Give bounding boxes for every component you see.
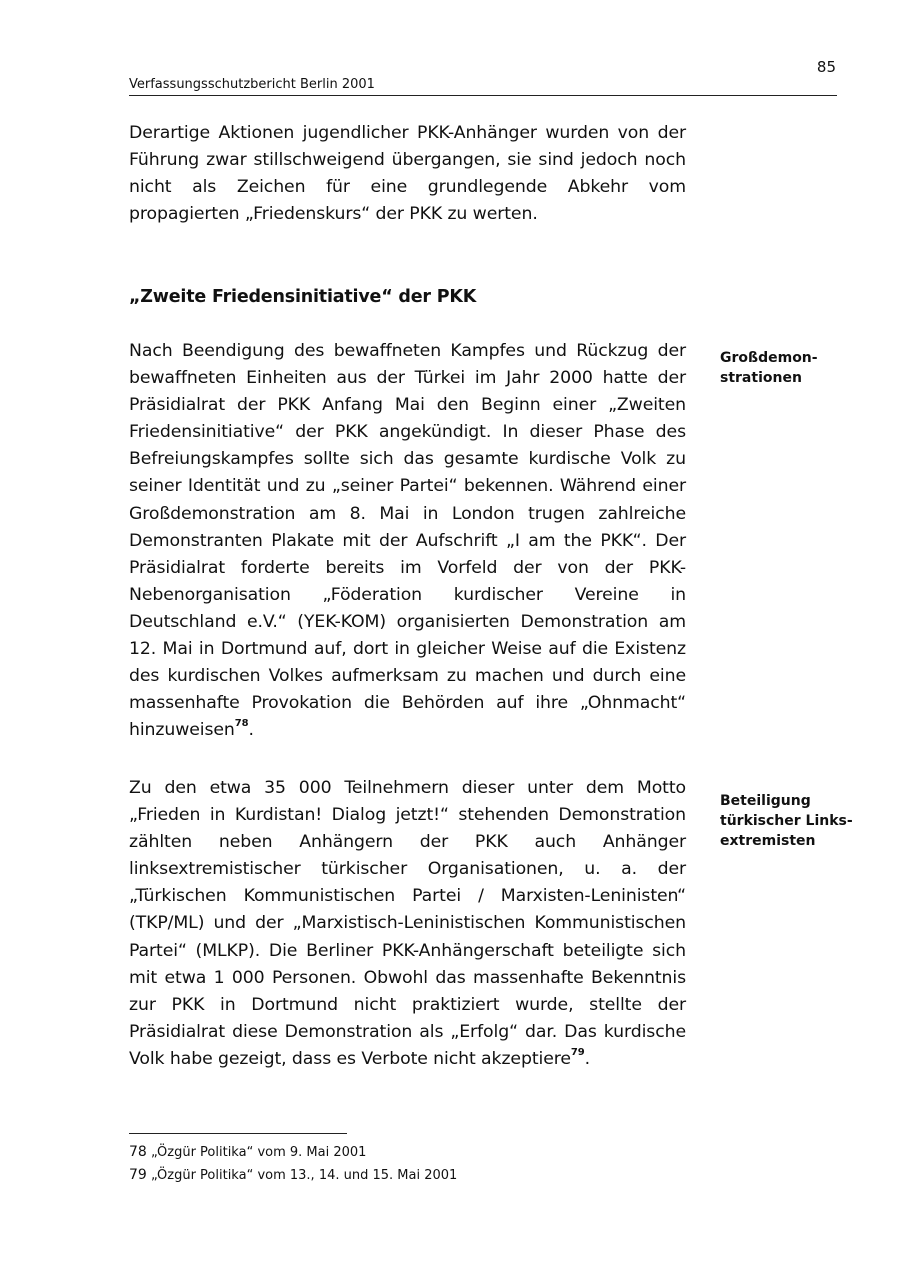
margin-note-beteiligung	[720, 791, 870, 851]
footnote-79-number: 79	[129, 1167, 147, 1183]
footnote-78-text: „Özgür Politika“ vom 9. Mai 2001	[151, 1145, 367, 1160]
footnote-ref-79[interactable]: 79	[570, 1046, 585, 1058]
margin-note-2-text: Beteiligung türkischer Links- extremisten	[720, 793, 853, 849]
body-paragraph-2-text: Nach Beendigung des bewaffneten Kampfes und Rückzug der bewaffneten Einheiten aus der Türkei im Jahr 2000 hatte der Präsidialrat der PKK Anfang Mai den Beginn einer „Zweiten Friedensinitiative“ der PKK angekündigt. In dieser Phase des Befreiungskampfes sollte sich das gesamte kurdische Volk zu seiner Identität und zu „seiner Partei“ bekennen. Während einer Großdemonstration am 8. Mai in London trugen zahlreiche Demonstranten Plakate mit der Aufschrift „I am the PKK“. Der Präsidialrat forderte bereits im Vorfeld der von der PKK-Nebenorganisation „Föderation kurdischer Vereine in Deutschland e.V.“ (YEK-KOM) organisierten Demonstration am 12. Mai in Dortmund auf, dort in gleicher Weise auf die Existenz des kurdischen Volkes aufmerksam zu machen und durch eine massenhafte Provokation die Behörden auf ihre „Ohnmacht“ hinzuweisen	[129, 341, 686, 741]
body-paragraph-2-end: .	[248, 720, 254, 741]
footnote-ref-78[interactable]: 78	[234, 718, 249, 730]
running-header: Verfassungsschutzbericht Berlin 2001	[129, 77, 837, 96]
body-paragraph-2	[129, 338, 686, 744]
page-number: 85	[816, 58, 836, 76]
footnote-divider	[129, 1133, 347, 1134]
section-heading: „Zweite Friedensinitiative“ der PKK	[129, 287, 477, 307]
footnote-78-number: 78	[129, 1144, 147, 1160]
footnote-79-text: „Özgür Politika“ vom 13., 14. und 15. Mai 2001	[151, 1168, 458, 1183]
margin-note-1-text: Großdemon- strationen	[720, 350, 818, 386]
margin-note-grossdemonstrationen	[720, 348, 870, 388]
body-paragraph-3-end: .	[584, 1048, 591, 1069]
body-paragraph-3-text: Zu den etwa 35 000 Teilnehmern dieser unter dem Motto „Frieden in Kurdistan! Dialog jetzt!“ stehenden Demonstration zählten neben Anhängern der PKK auch Anhänger linksextremistischer türkischer Organisationen, u. a. der „Türkischen Kommunistischen Partei / Marxisten-Leninisten“ (TKP/ML) und der „Marxistisch-Leninistischen Kommunistischen Partei“ (MLKP). Die Berliner PKK-Anhängerschaft beteiligte sich mit etwa 1 000 Personen. Obwohl das massenhafte Bekenntnis zur PKK in Dortmund nicht praktiziert wurde, stellte der Präsidialrat diese Demonstration als „Erfolg“ dar. Das kurdische Volk habe gezeigt, dass es Verbote nicht akzeptiere	[129, 778, 686, 1069]
footnote-79	[129, 1166, 729, 1185]
body-paragraph-3	[129, 775, 686, 1073]
body-paragraph-1: Derartige Aktionen jugendlicher PKK-Anhänger wurden von der Führung zwar stillschweigend übergangen, sie sind jedoch noch nicht als Zeichen für eine grundlegende Abkehr vom propagierten „Friedenskurs“ der PKK zu werten.	[129, 123, 686, 225]
footnote-78	[129, 1143, 729, 1162]
